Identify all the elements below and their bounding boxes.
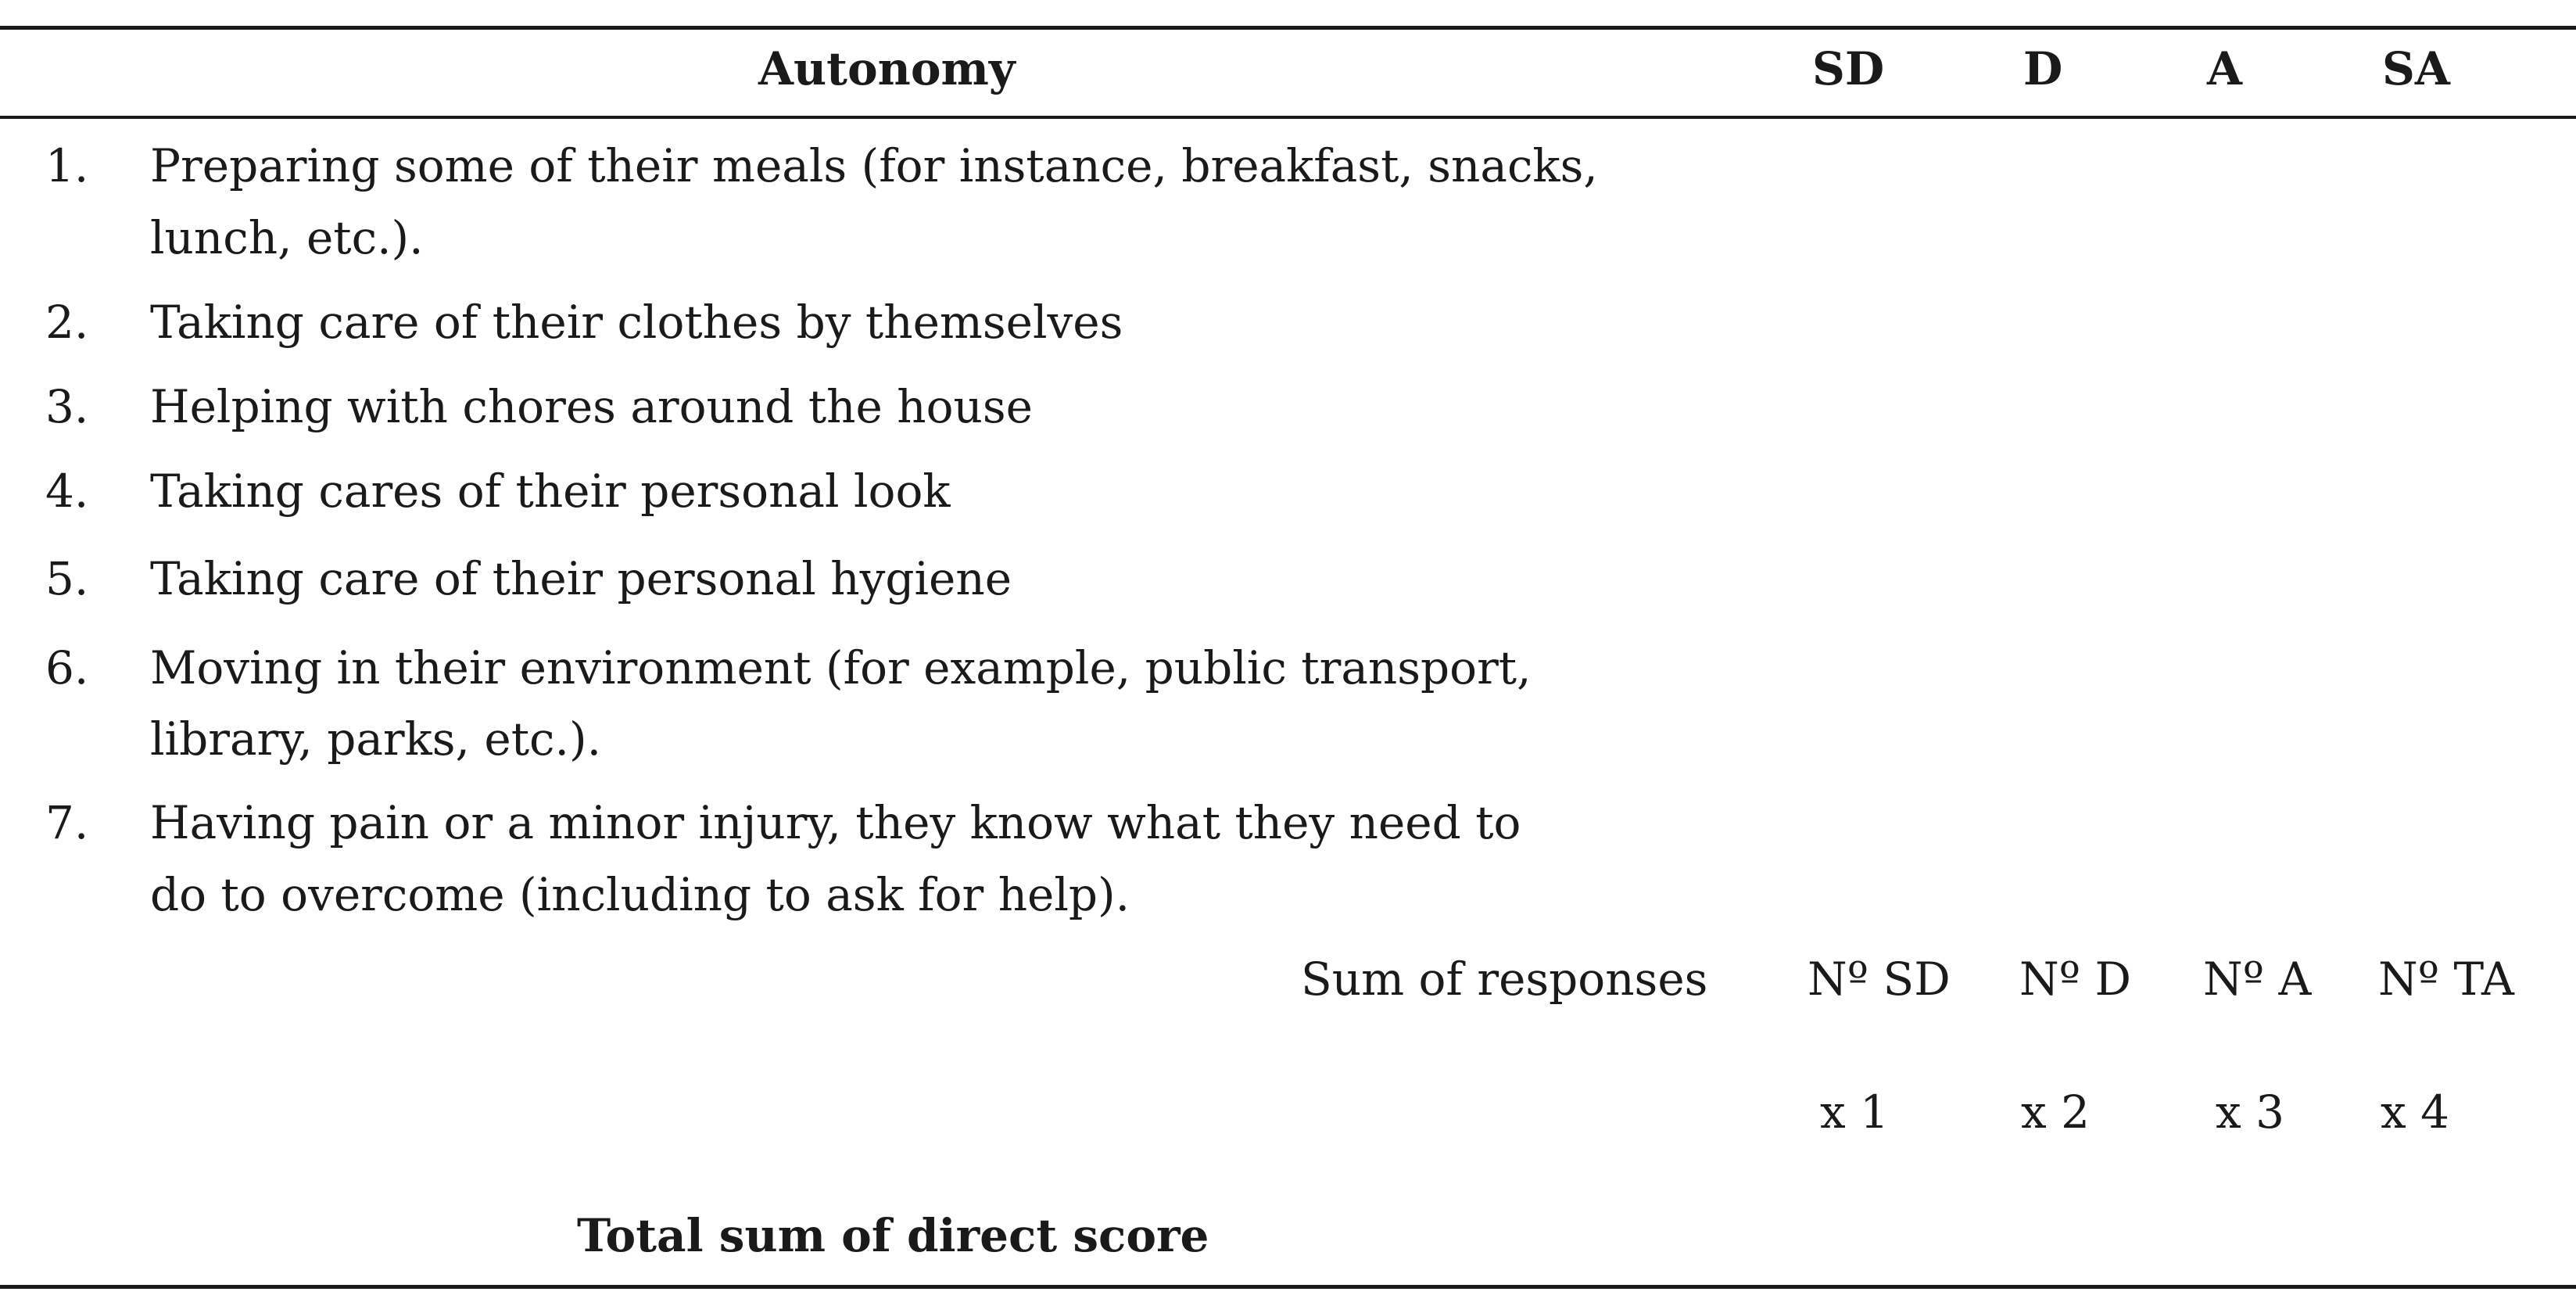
item-text: Taking care of their personal hygiene xyxy=(150,552,1012,605)
sum-cell-d: Nº D xyxy=(2019,953,2131,1006)
item-number: 7. xyxy=(45,796,89,849)
multiplier-sd: x 1 xyxy=(1820,1085,1890,1139)
sum-cell-a: Nº A xyxy=(2203,953,2312,1006)
multiplier-d: x 2 xyxy=(2021,1085,2091,1139)
item-text: Taking cares of their personal look xyxy=(150,465,951,518)
column-header-sd: SD xyxy=(1812,42,1885,95)
item-text: Taking care of their clothes by themselves xyxy=(150,296,1123,349)
column-header-a: A xyxy=(2207,42,2243,95)
column-header-d: D xyxy=(2023,42,2063,95)
item-number: 1. xyxy=(45,139,89,192)
item-text: Helping with chores around the house xyxy=(150,380,1033,433)
column-header-autonomy: Autonomy xyxy=(758,42,1016,95)
item-text: library, parks, etc.). xyxy=(150,712,602,766)
item-text: lunch, etc.). xyxy=(150,211,424,264)
sum-cell-sd: Nº SD xyxy=(1807,953,1951,1006)
header-rule xyxy=(0,116,2576,119)
item-number: 3. xyxy=(45,380,89,433)
sum-of-responses-label: Sum of responses xyxy=(1301,953,1708,1006)
bottom-rule xyxy=(0,1285,2576,1289)
item-number: 4. xyxy=(45,465,89,518)
top-rule xyxy=(0,26,2576,30)
item-text: Having pain or a minor injury, they know what they need to xyxy=(150,796,1521,849)
item-text: Moving in their environment (for example, public transport, xyxy=(150,641,1532,694)
multiplier-a: x 3 xyxy=(2216,1085,2285,1139)
item-number: 5. xyxy=(45,552,89,605)
item-number: 2. xyxy=(45,296,89,349)
column-header-sa: SA xyxy=(2382,42,2450,95)
item-number: 6. xyxy=(45,641,89,694)
sum-cell-ta: Nº TA xyxy=(2378,953,2514,1006)
total-sum-label: Total sum of direct score xyxy=(577,1209,1209,1262)
item-text: do to overcome (including to ask for help). xyxy=(150,868,1130,921)
item-text: Preparing some of their meals (for instance, breakfast, snacks, xyxy=(150,139,1598,192)
multiplier-ta: x 4 xyxy=(2381,1085,2450,1139)
